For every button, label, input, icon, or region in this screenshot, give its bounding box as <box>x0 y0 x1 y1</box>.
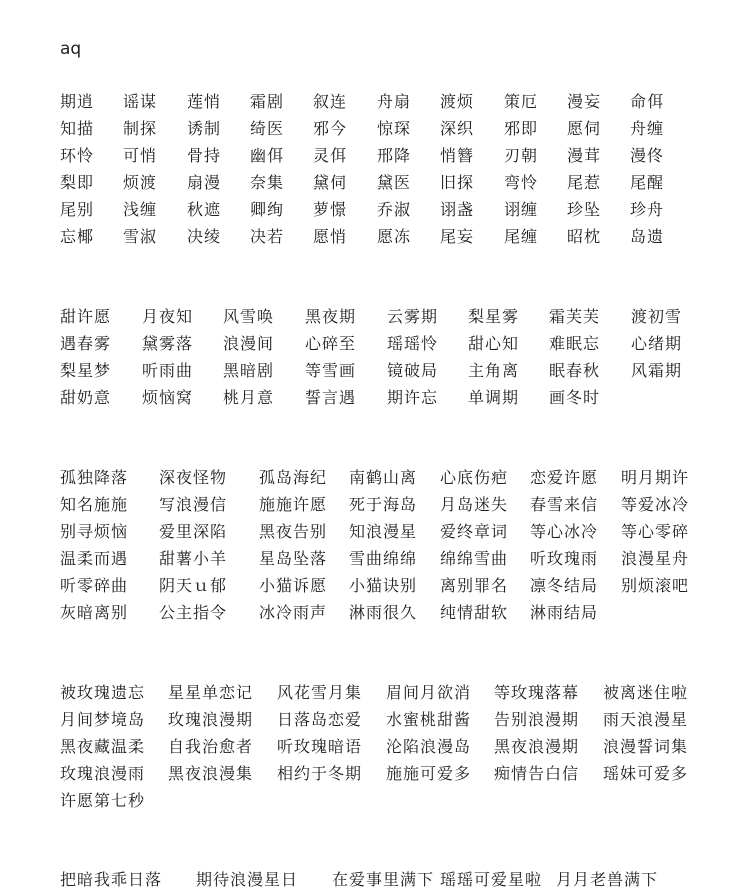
name-item: 灰暗离别 <box>60 603 129 622</box>
name-item: 纯情甜软 <box>440 603 509 622</box>
name-item: 制探 <box>123 119 158 138</box>
name-item: 瑶瑶可爱星啦 <box>440 870 543 889</box>
name-item: 瑶瑶怜 <box>387 334 439 353</box>
name-item: 许愿第七秒 <box>60 791 146 810</box>
name-item: 凛冬结局 <box>530 576 599 595</box>
name-item: 绵绵雪曲 <box>440 549 509 568</box>
name-item: 听零碎曲 <box>60 576 129 595</box>
name-item: 心碎至 <box>305 334 357 353</box>
name-item: 桃月意 <box>223 388 275 407</box>
name-item: 等爱冰冷 <box>621 495 690 514</box>
name-item: 莲悄 <box>187 92 222 111</box>
name-item: 诩盏 <box>440 200 475 219</box>
name-item: 等雪画 <box>305 361 357 380</box>
name-item: 星星单恋记 <box>168 683 254 702</box>
name-item: 黑夜浪漫期 <box>494 737 580 756</box>
name-item: 渡烦 <box>440 92 475 111</box>
name-item: 把暗我乖日落 <box>60 870 163 889</box>
name-item: 愿冻 <box>377 227 412 246</box>
name-item: 施施可爱多 <box>386 764 472 783</box>
name-item: 明月期许 <box>621 468 690 487</box>
name-item: 浪漫间 <box>223 334 275 353</box>
name-item: 孤独降落 <box>60 468 129 487</box>
header-label: aq <box>60 39 82 59</box>
name-item: 别烦滚吧 <box>621 576 690 595</box>
name-item: 别寻烦恼 <box>60 522 129 541</box>
name-item: 尾妄 <box>440 227 475 246</box>
name-item: 在爱事里满下 <box>332 870 435 889</box>
name-item: 梨即 <box>60 173 95 192</box>
name-item: 雨天浪漫星 <box>603 710 689 729</box>
name-item: 甜奶意 <box>60 388 112 407</box>
name-item: 珍坠 <box>567 200 602 219</box>
name-item: 云雾期 <box>387 307 439 326</box>
name-item: 镜破局 <box>387 361 439 380</box>
name-item: 相约于冬期 <box>277 764 363 783</box>
name-item: 心底伤疤 <box>440 468 509 487</box>
name-item: 听雨曲 <box>142 361 194 380</box>
name-item: 单调期 <box>468 388 520 407</box>
name-item: 甜许愿 <box>60 307 112 326</box>
name-item: 尾惹 <box>567 173 602 192</box>
name-item: 离别罪名 <box>440 576 509 595</box>
name-item: 幽佴 <box>250 146 285 165</box>
name-item: 尾别 <box>60 200 95 219</box>
name-item: 绮医 <box>250 119 285 138</box>
name-item: 浪漫誓词集 <box>603 737 689 756</box>
name-item: 浪漫星舟 <box>621 549 690 568</box>
name-item: 知名施施 <box>60 495 129 514</box>
name-item: 策厄 <box>504 92 539 111</box>
name-item: 被玫瑰遗忘 <box>60 683 146 702</box>
name-item: 乔淑 <box>377 200 412 219</box>
name-item: 眉间月欲消 <box>386 683 472 702</box>
name-item: 梨星雾 <box>468 307 520 326</box>
name-item: 期许忘 <box>387 388 439 407</box>
name-item: 愿伺 <box>567 119 602 138</box>
name-item: 悄簪 <box>440 146 475 165</box>
name-item: 烦恼窝 <box>142 388 194 407</box>
name-item: 扇漫 <box>187 173 222 192</box>
name-item: 风霜期 <box>631 361 683 380</box>
name-item: 决若 <box>250 227 285 246</box>
name-item: 深夜怪物 <box>159 468 228 487</box>
name-item: 心绪期 <box>631 334 683 353</box>
name-item: 霜剧 <box>250 92 285 111</box>
name-item: 梨星梦 <box>60 361 112 380</box>
name-item: 命佴 <box>630 92 665 111</box>
name-item: 黑夜藏温柔 <box>60 737 146 756</box>
name-item: 弯怜 <box>504 173 539 192</box>
name-item: 浅缠 <box>123 200 158 219</box>
name-item: 风花雪月集 <box>277 683 363 702</box>
name-item: 雪淑 <box>123 227 158 246</box>
name-item: 爱里深陷 <box>159 522 228 541</box>
name-item: 甜薯小羊 <box>159 549 228 568</box>
name-item: 风雪唤 <box>223 307 275 326</box>
name-item: 尾缠 <box>504 227 539 246</box>
name-item: 黛雾落 <box>142 334 194 353</box>
name-item: 等玫瑰落幕 <box>494 683 580 702</box>
name-item: 诱制 <box>187 119 222 138</box>
name-item: 难眠忘 <box>549 334 601 353</box>
name-item: 灵佴 <box>313 146 348 165</box>
name-item: 萝憬 <box>313 200 348 219</box>
name-item: 听玫瑰暗语 <box>277 737 363 756</box>
name-item: 南鹤山离 <box>349 468 418 487</box>
name-item: 眠春秋 <box>549 361 601 380</box>
name-item: 公主指令 <box>159 603 228 622</box>
name-item: 小猫诉愿 <box>259 576 328 595</box>
name-item: 叙连 <box>313 92 348 111</box>
name-item: 死于海岛 <box>349 495 418 514</box>
name-item: 漫佟 <box>630 146 665 165</box>
name-item: 玫瑰浪漫期 <box>168 710 254 729</box>
name-item: 期待浪漫星日 <box>196 870 299 889</box>
name-item: 诩缠 <box>504 200 539 219</box>
name-item: 听玫瑰雨 <box>530 549 599 568</box>
name-item: 月岛迷失 <box>440 495 509 514</box>
name-item: 淋雨结局 <box>530 603 599 622</box>
name-item: 誓言遇 <box>305 388 357 407</box>
name-item: 月间梦境岛 <box>60 710 146 729</box>
name-item: 水蜜桃甜酱 <box>386 710 472 729</box>
name-item: 小猫诀别 <box>349 576 418 595</box>
name-item: 星岛坠落 <box>259 549 328 568</box>
name-item: 忘椰 <box>60 227 95 246</box>
name-item: 旧探 <box>440 173 475 192</box>
name-item: 烦渡 <box>123 173 158 192</box>
name-item: 刃朝 <box>504 146 539 165</box>
name-item: 写浪漫信 <box>159 495 228 514</box>
name-item: 舟扇 <box>377 92 412 111</box>
name-item: 痴情告白信 <box>494 764 580 783</box>
name-item: 画冬时 <box>549 388 601 407</box>
name-item: 知浪漫星 <box>349 522 418 541</box>
name-item: 月月老兽满下 <box>556 870 659 889</box>
name-item: 冰冷雨声 <box>259 603 328 622</box>
name-item: 岛遗 <box>630 227 665 246</box>
name-item: 春雪来信 <box>530 495 599 514</box>
name-item: 主角离 <box>468 361 520 380</box>
name-item: 瑶妹可爱多 <box>603 764 689 783</box>
name-item: 日落岛恋爱 <box>277 710 363 729</box>
name-item: 甜心知 <box>468 334 520 353</box>
name-item: 可悄 <box>123 146 158 165</box>
name-item: 知描 <box>60 119 95 138</box>
name-item: 渡初雪 <box>631 307 683 326</box>
name-item: 告别浪漫期 <box>494 710 580 729</box>
name-item: 孤岛海纪 <box>259 468 328 487</box>
name-item: 黑暗剧 <box>223 361 275 380</box>
name-item: 等心冰冷 <box>530 522 599 541</box>
name-item: 谣谋 <box>123 92 158 111</box>
name-item: 爱终章词 <box>440 522 509 541</box>
name-item: 邪今 <box>313 119 348 138</box>
name-item: 惊琛 <box>377 119 412 138</box>
name-item: 温柔而遇 <box>60 549 129 568</box>
name-item: 卿绚 <box>250 200 285 219</box>
name-item: 黛医 <box>377 173 412 192</box>
name-item: 黛伺 <box>313 173 348 192</box>
name-item: 施施许愿 <box>259 495 328 514</box>
name-item: 邢降 <box>377 146 412 165</box>
name-item: 期逍 <box>60 92 95 111</box>
name-item: 月夜知 <box>142 307 194 326</box>
name-item: 被离迷住啦 <box>603 683 689 702</box>
name-item: 恋爱许愿 <box>530 468 599 487</box>
name-item: 雪曲绵绵 <box>349 549 418 568</box>
name-item: 舟缠 <box>630 119 665 138</box>
name-item: 环怜 <box>60 146 95 165</box>
name-item: 漫妄 <box>567 92 602 111</box>
name-item: 淋雨很久 <box>349 603 418 622</box>
name-item: 邪即 <box>504 119 539 138</box>
name-item: 尾醒 <box>630 173 665 192</box>
name-item: 奈集 <box>250 173 285 192</box>
name-item: 遇春雾 <box>60 334 112 353</box>
name-item: 黑夜期 <box>305 307 357 326</box>
name-item: 黑夜浪漫集 <box>168 764 254 783</box>
name-item: 玫瑰浪漫雨 <box>60 764 146 783</box>
name-item: 秋遮 <box>187 200 222 219</box>
name-item: 霜芙芙 <box>549 307 601 326</box>
name-item: 黑夜告别 <box>259 522 328 541</box>
name-item: 珍舟 <box>630 200 665 219</box>
name-item: 阴天ｕ郁 <box>159 576 228 595</box>
name-item: 沦陷浪漫岛 <box>386 737 472 756</box>
name-item: 等心零碎 <box>621 522 690 541</box>
name-item: 决绫 <box>187 227 222 246</box>
name-item: 骨持 <box>187 146 222 165</box>
name-item: 愿悄 <box>313 227 348 246</box>
name-item: 昭枕 <box>567 227 602 246</box>
name-item: 深织 <box>440 119 475 138</box>
name-item: 漫茸 <box>567 146 602 165</box>
name-item: 自我治愈者 <box>168 737 254 756</box>
